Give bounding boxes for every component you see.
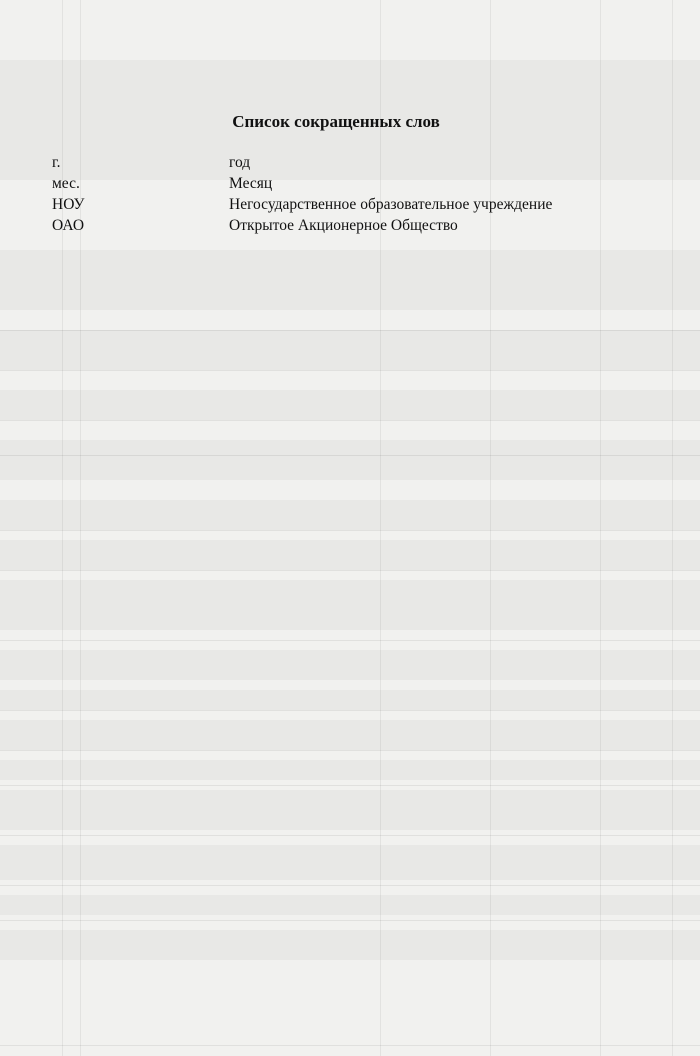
abbreviation-row: [52, 194, 652, 215]
page-title: [0, 112, 700, 132]
abbreviation-meaning: Негосударственное образовательное учреждение: [229, 196, 553, 213]
abbreviation: г.: [52, 154, 61, 171]
abbreviation-meaning: Открытое Акционерное Общество: [229, 217, 458, 234]
abbreviation: ОАО: [52, 217, 85, 234]
abbreviation-row: [52, 173, 652, 194]
abbreviation-meaning: год: [229, 154, 251, 171]
abbreviation-row: [52, 152, 652, 173]
abbreviation-row: [52, 215, 652, 236]
abbreviation: мес.: [52, 175, 80, 192]
abbreviation-list: [52, 152, 652, 236]
abbreviation: НОУ: [52, 196, 85, 213]
abbreviation-meaning: Месяц: [229, 175, 273, 192]
title-text: Список сокращенных слов: [232, 112, 440, 131]
